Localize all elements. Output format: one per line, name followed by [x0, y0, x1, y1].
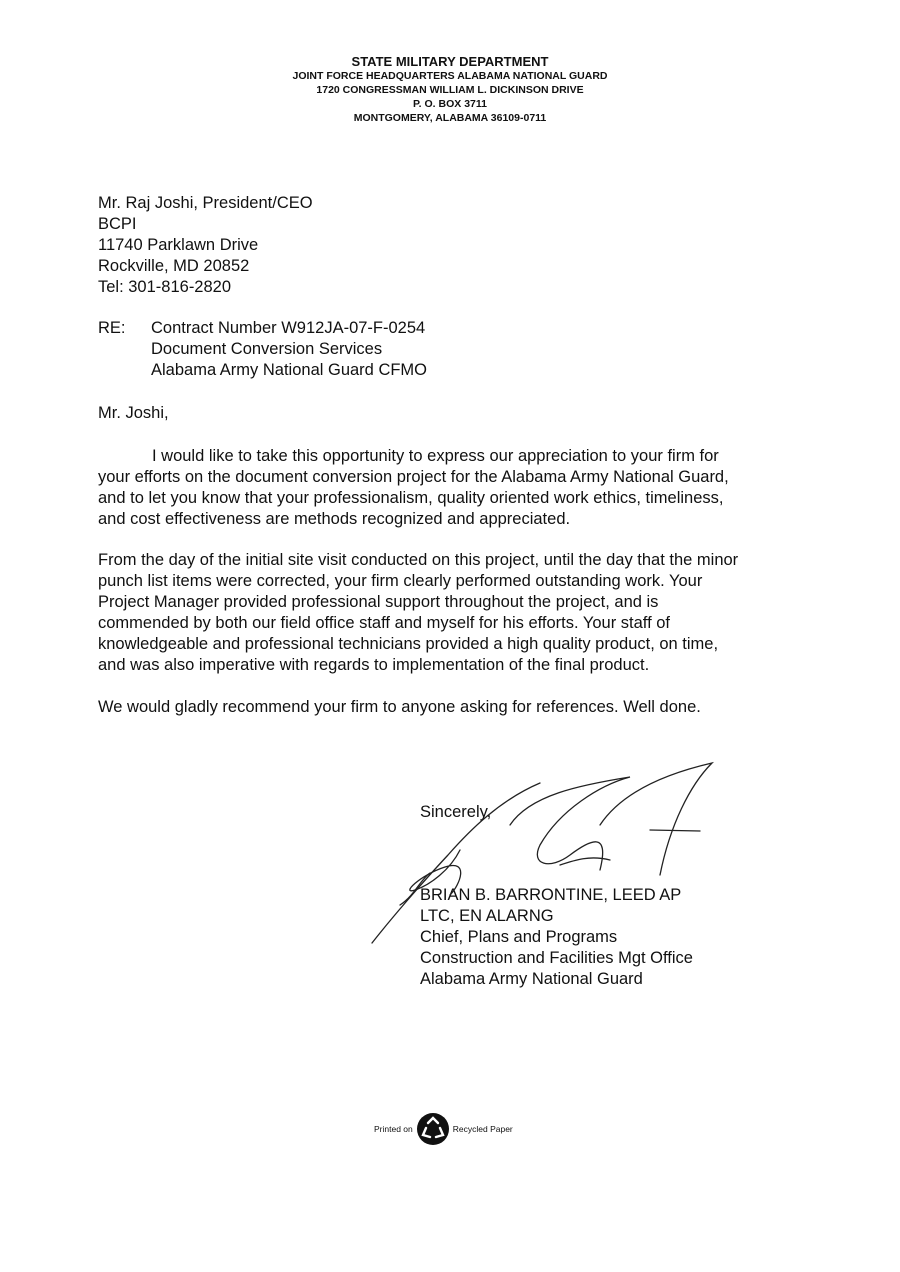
recipient-company: BCPI: [98, 215, 137, 233]
body-line: I would like to take this opportunity to express our appreciation to your firm for: [152, 447, 719, 465]
signer-rank: LTC, EN ALARNG: [420, 907, 554, 925]
signer-title: Chief, Plans and Programs: [420, 928, 618, 946]
body-paragraph-1: [98, 446, 818, 530]
re-line: Contract Number W912JA-07-F-0254: [151, 319, 426, 337]
printed-on-label: Printed on: [374, 1124, 413, 1134]
body-line: your efforts on the document conversion project for the Alabama Army National Guard,: [98, 468, 729, 486]
body-line: knowledgeable and professional technicians provided a high quality product, on time,: [98, 635, 719, 653]
re-block: [98, 318, 427, 381]
recycled-paper-label: Recycled Paper: [452, 1124, 513, 1134]
letterhead-line: 1720 CONGRESSMAN WILLIAM L. DICKINSON DRIVE: [316, 84, 584, 96]
recycle-icon: [416, 1112, 450, 1146]
letterhead-title: STATE MILITARY DEPARTMENT: [351, 54, 549, 69]
letterhead-line: JOINT FORCE HEADQUARTERS ALABAMA NATIONAL GUARD: [292, 70, 608, 82]
recipient-city: Rockville, MD 20852: [98, 257, 250, 275]
letterhead-line: P. O. BOX 3711: [413, 98, 487, 110]
body-line: and cost effectiveness are methods recognized and appreciated.: [98, 510, 571, 528]
closing: Sincerely,: [420, 803, 492, 821]
recipient-tel: Tel: 301-816-2820: [98, 278, 232, 296]
salutation: Mr. Joshi,: [98, 404, 169, 422]
re-line: Alabama Army National Guard CFMO: [151, 361, 428, 379]
signature-block: [420, 885, 693, 990]
letterhead: [0, 55, 900, 125]
re-label: RE:: [98, 319, 126, 337]
body-paragraph-3: We would gladly recommend your firm to anyone asking for references. Well done.: [98, 698, 701, 716]
signer-org: Alabama Army National Guard: [420, 970, 643, 988]
signer-office: Construction and Facilities Mgt Office: [420, 949, 693, 967]
body-line: and was also imperative with regards to implementation of the final product.: [98, 656, 650, 674]
body-line: and to let you know that your professionalism, quality oriented work ethics, timeliness,: [98, 489, 724, 507]
body-line: From the day of the initial site visit conducted on this project, until the day that the minor: [98, 551, 739, 569]
signer-name: BRIAN B. BARRONTINE, LEED AP: [420, 886, 682, 904]
recipient-street: 11740 Parklawn Drive: [98, 236, 259, 254]
body-line: punch list items were corrected, your firm clearly performed outstanding work. Your: [98, 572, 703, 590]
recipient-address: [98, 193, 313, 298]
body-line: commended by both our field office staff and myself for his efforts. Your staff of: [98, 614, 671, 632]
recipient-name: Mr. Raj Joshi, President/CEO: [98, 194, 313, 212]
body-paragraph-2: [98, 550, 818, 676]
letterhead-line: MONTGOMERY, ALABAMA 36109-0711: [353, 112, 547, 124]
recycled-paper-footer: [374, 1112, 513, 1146]
body-line: Project Manager provided professional support throughout the project, and is: [98, 593, 659, 611]
re-line: Document Conversion Services: [151, 340, 383, 358]
